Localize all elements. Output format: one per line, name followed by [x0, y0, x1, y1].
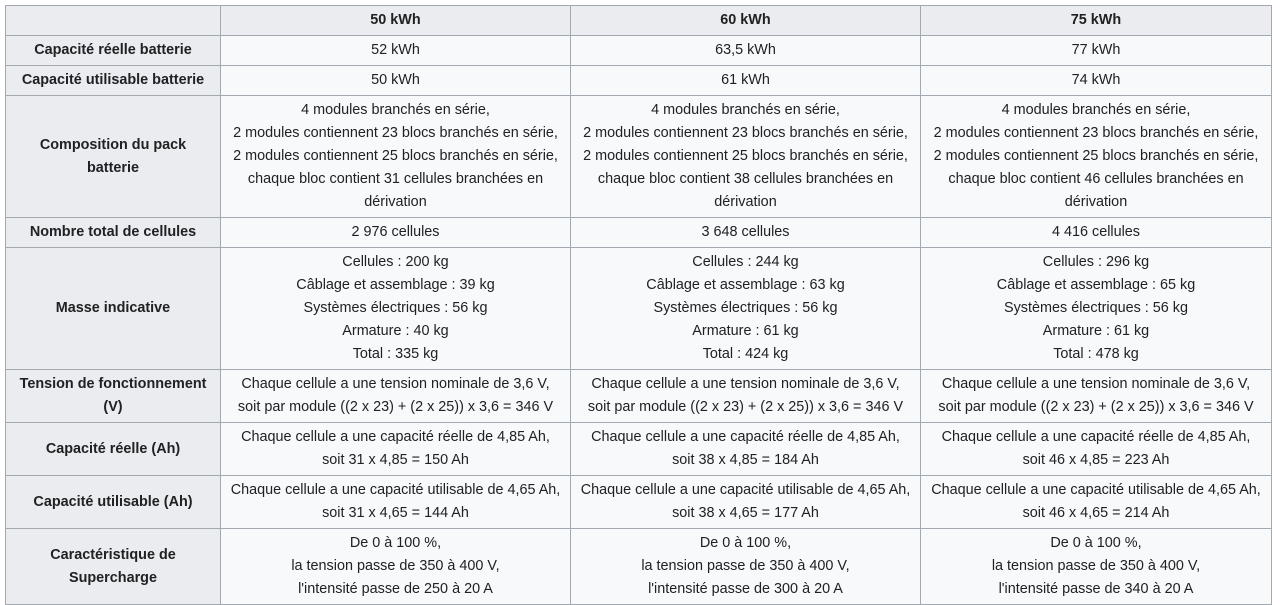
- row-header: [6, 36, 221, 66]
- cell-line: Chaque cellule a une capacité réelle de 4,85 Ah,: [941, 429, 1251, 445]
- cell-line: Chaque cellule a une tension nominale de 3,6 V,: [591, 376, 900, 392]
- cell-line: la tension passe de 350 à 400 V,: [641, 558, 850, 574]
- corner-cell: [6, 6, 221, 36]
- row-capacite-reelle-ah: [6, 423, 1272, 476]
- cell-line: Chaque cellule a une tension nominale de 3,6 V,: [241, 376, 550, 392]
- cell-line: Armature : 40 kg: [342, 323, 449, 339]
- cell-75kwh: [921, 370, 1272, 423]
- cell-60kwh: [571, 218, 921, 248]
- row-composition-pack: [6, 96, 1272, 218]
- cell-60kwh: [571, 370, 921, 423]
- cell-line: Cellules : 200 kg: [342, 254, 449, 270]
- row-header: [6, 218, 221, 248]
- cell-line: Armature : 61 kg: [692, 323, 799, 339]
- cell-line: Câblage et assemblage : 39 kg: [296, 277, 495, 293]
- row-header-line: Nombre total de cellules: [29, 224, 197, 240]
- cell-60kwh: [571, 529, 921, 605]
- cell-line: 52 kWh: [371, 42, 420, 58]
- cell-50kwh: [221, 423, 571, 476]
- cell-line: soit 38 x 4,85 = 184 Ah: [672, 452, 819, 468]
- cell-line: 4 modules branchés en série,: [651, 102, 840, 118]
- cell-line: Cellules : 296 kg: [1042, 254, 1150, 270]
- cell-line: Total : 335 kg: [352, 346, 439, 362]
- cell-line: chaque bloc contient 31 cellules branchées en: [247, 171, 544, 187]
- table-container: [5, 5, 1272, 605]
- row-capacite-utilisable-ah: [6, 476, 1272, 529]
- cell-line: Systèmes électriques : 56 kg: [303, 300, 488, 316]
- row-header: [6, 423, 221, 476]
- row-tension-fonctionnement: [6, 370, 1272, 423]
- cell-50kwh: [221, 476, 571, 529]
- cell-line: Total : 478 kg: [1053, 346, 1139, 362]
- cell-line: la tension passe de 350 à 400 V,: [291, 558, 500, 574]
- cell-50kwh: [221, 218, 571, 248]
- cell-60kwh: [571, 423, 921, 476]
- cell-line: l'intensité passe de 340 à 20 A: [998, 581, 1194, 597]
- row-header-line: Supercharge: [69, 569, 157, 586]
- cell-line: 2 modules contiennent 23 blocs branchés en série,: [933, 125, 1259, 141]
- cell-line: Systèmes électriques : 56 kg: [1004, 300, 1188, 316]
- row-header-line: Capacité utilisable batterie: [21, 72, 205, 88]
- column-header-60kwh: 60 kWh: [571, 6, 921, 36]
- cell-line: Chaque cellule a une capacité utilisable de 4,65 Ah,: [230, 482, 561, 498]
- cell-line: Chaque cellule a une capacité réelle de 4,85 Ah,: [591, 429, 900, 445]
- battery-specs-table: [5, 5, 1272, 605]
- cell-line: soit 38 x 4,65 = 177 Ah: [672, 505, 819, 521]
- row-header: [6, 529, 221, 605]
- cell-line: 2 modules contiennent 23 blocs branchés en série,: [233, 125, 558, 141]
- cell-line: De 0 à 100 %,: [349, 535, 442, 551]
- cell-50kwh: [221, 370, 571, 423]
- cell-50kwh: [221, 66, 571, 96]
- row-masse-indicative: [6, 248, 1272, 370]
- cell-line: 77 kWh: [1071, 42, 1121, 58]
- column-header-50kwh: 50 kWh: [221, 6, 571, 36]
- cell-line: Cellules : 244 kg: [692, 254, 799, 270]
- row-header-line: Capacité réelle (Ah): [45, 440, 181, 457]
- cell-line: chaque bloc contient 46 cellules branchées en: [948, 171, 1244, 187]
- row-header-line: Capacité utilisable (Ah): [33, 493, 193, 510]
- cell-line: Chaque cellule a une tension nominale de 3,6 V,: [941, 376, 1251, 392]
- header-row: [6, 6, 1272, 36]
- row-header-line: Composition du pack: [39, 136, 187, 153]
- cell-line: soit 31 x 4,85 = 150 Ah: [322, 452, 469, 468]
- cell-line: 4 416 cellules: [1051, 224, 1140, 240]
- cell-line: soit par module ((2 x 23) + (2 x 25)) x 3,6 = 346 V: [237, 399, 554, 415]
- row-header: [6, 96, 221, 218]
- cell-line: chaque bloc contient 38 cellules branchées en: [597, 171, 894, 187]
- row-header-line: Masse indicative: [55, 300, 171, 316]
- cell-line: 2 modules contiennent 25 blocs branchés en série,: [933, 148, 1259, 164]
- cell-line: dérivation: [364, 194, 427, 210]
- cell-60kwh: [571, 66, 921, 96]
- cell-line: soit par module ((2 x 23) + (2 x 25)) x 3,6 = 346 V: [938, 399, 1254, 415]
- cell-line: Chaque cellule a une capacité utilisable de 4,65 Ah,: [580, 482, 911, 498]
- cell-line: l'intensité passe de 300 à 20 A: [648, 581, 843, 597]
- cell-line: 3 648 cellules: [701, 224, 790, 240]
- cell-line: soit par module ((2 x 23) + (2 x 25)) x 3,6 = 346 V: [587, 399, 904, 415]
- cell-line: Câblage et assemblage : 63 kg: [646, 277, 845, 293]
- cell-line: soit 31 x 4,65 = 144 Ah: [322, 505, 469, 521]
- cell-50kwh: [221, 529, 571, 605]
- cell-line: Armature : 61 kg: [1042, 323, 1150, 339]
- cell-line: 2 modules contiennent 23 blocs branchés en série,: [583, 125, 908, 141]
- cell-line: 63,5 kWh: [715, 42, 776, 58]
- row-header-line: (V): [103, 399, 123, 415]
- cell-line: 4 modules branchés en série,: [301, 102, 490, 118]
- row-header-line: batterie: [87, 159, 139, 176]
- column-header-75kwh: 75 kWh: [921, 6, 1272, 36]
- cell-60kwh: [571, 248, 921, 370]
- cell-line: 61 kWh: [721, 72, 770, 88]
- cell-line: l'intensité passe de 250 à 20 A: [298, 581, 493, 597]
- row-header-line: Tension de fonctionnement: [19, 376, 207, 392]
- cell-line: Total : 424 kg: [702, 346, 789, 362]
- cell-line: soit 46 x 4,85 = 223 Ah: [1022, 452, 1170, 468]
- cell-60kwh: [571, 96, 921, 218]
- row-capacite-utilisable-batterie: [6, 66, 1272, 96]
- row-header-line: Capacité réelle batterie: [34, 42, 192, 58]
- cell-60kwh: [571, 476, 921, 529]
- cell-75kwh: [921, 66, 1272, 96]
- cell-line: De 0 à 100 %,: [699, 535, 792, 551]
- cell-line: dérivation: [714, 194, 777, 210]
- row-nombre-cellules: [6, 218, 1272, 248]
- row-header: [6, 248, 221, 370]
- cell-line: la tension passe de 350 à 400 V,: [991, 558, 1201, 574]
- row-header-line: Caractéristique de: [50, 546, 176, 563]
- row-header: [6, 370, 221, 423]
- cell-75kwh: [921, 529, 1272, 605]
- cell-50kwh: [221, 96, 571, 218]
- cell-line: Chaque cellule a une capacité utilisable de 4,65 Ah,: [931, 482, 1261, 498]
- cell-50kwh: [221, 36, 571, 66]
- cell-line: 50 kWh: [371, 72, 420, 88]
- cell-75kwh: [921, 248, 1272, 370]
- cell-75kwh: [921, 36, 1272, 66]
- row-supercharge: [6, 529, 1272, 605]
- cell-line: dérivation: [1064, 194, 1128, 210]
- cell-line: 4 modules branchés en série,: [1001, 102, 1191, 118]
- cell-75kwh: [921, 96, 1272, 218]
- cell-50kwh: [221, 248, 571, 370]
- cell-line: 74 kWh: [1071, 72, 1121, 88]
- cell-60kwh: [571, 36, 921, 66]
- cell-line: 2 modules contiennent 25 blocs branchés en série,: [233, 148, 558, 164]
- cell-line: Chaque cellule a une capacité réelle de 4,85 Ah,: [241, 429, 550, 445]
- cell-line: Câblage et assemblage : 65 kg: [996, 277, 1196, 293]
- cell-line: Systèmes électriques : 56 kg: [653, 300, 838, 316]
- cell-75kwh: [921, 218, 1272, 248]
- row-header: [6, 476, 221, 529]
- cell-line: 2 976 cellules: [351, 224, 440, 240]
- cell-75kwh: [921, 476, 1272, 529]
- cell-line: De 0 à 100 %,: [1050, 535, 1142, 551]
- cell-line: soit 46 x 4,65 = 214 Ah: [1022, 505, 1170, 521]
- table-body: [6, 36, 1272, 605]
- cell-75kwh: [921, 423, 1272, 476]
- row-capacite-reelle-batterie: [6, 36, 1272, 66]
- cell-line: 2 modules contiennent 25 blocs branchés en série,: [583, 148, 908, 164]
- row-header: [6, 66, 221, 96]
